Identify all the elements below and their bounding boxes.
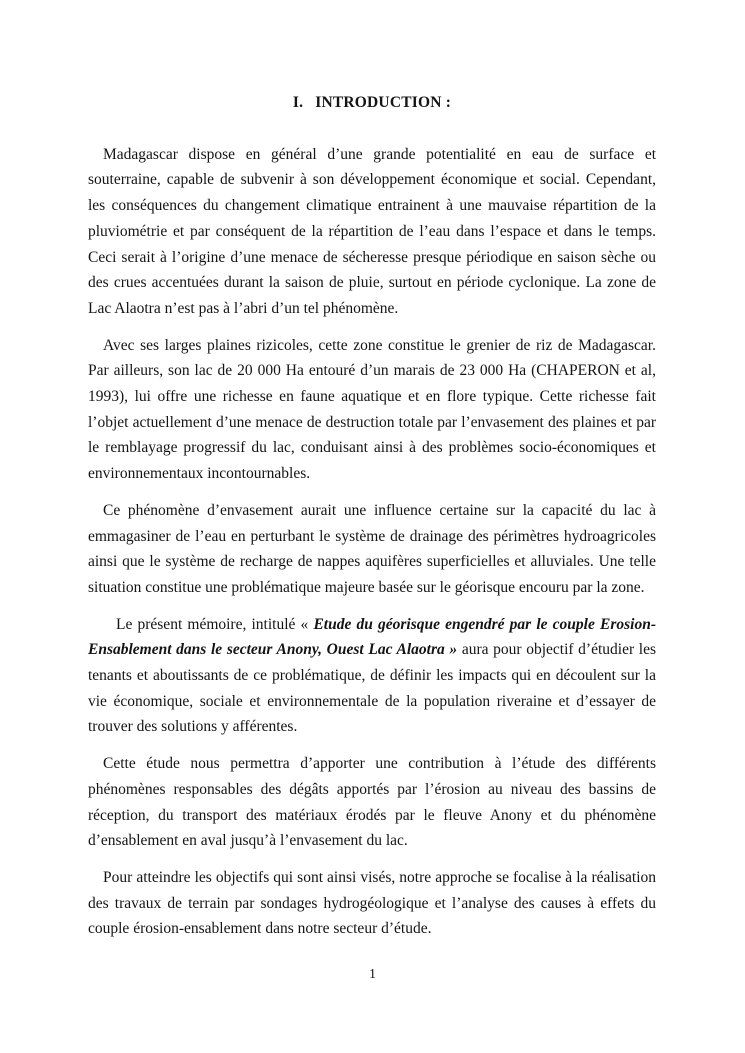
paragraph-contribution-etude: Cette étude nous permettra d’apporter une contribution à l’étude des différents phénomènes responsables des dégâts apportés par l’érosion au niveau des bassins de réception, du transport des matériaux érodés par le fleuve Anony et du phénomène d’ensablement en aval jusqu’à l’envasement du lac.	[88, 755, 656, 850]
page-number: 1	[369, 967, 376, 982]
section-heading	[88, 90, 656, 116]
heading-title-text: INTRODUCTION :	[315, 94, 452, 111]
heading-number: I.	[292, 94, 304, 111]
memoir-title-emphasis: Etude du géorisque engendré par le couple Erosion-Ensablement dans le secteur Anony, Ouest Lac Alaotra »	[88, 615, 656, 659]
memoir-objective-text: aura pour objectif d’étudier les tenants et aboutissants de ce problématique, de définir les impacts qui en découlent sur la vie économique, sociale et environnementale de la population riveraine et d’essayer de trouver des solutions y afférentes.	[88, 641, 656, 736]
paragraph-madagascar-potentialite: Madagascar dispose en général d’une grande potentialité en eau de surface et souterraine, capable de subvenir à son développement économique et social. Cependant, les conséquences du changement climatique entrainent à une mauvaise répartition de la pluviométrie et par conséquent de la répartition de l’eau dans l’espace et dans le temps. Ceci serait à l’origine d’une menace de sécheresse presque périodique en saison sèche ou des crues accentuées durant la saison de pluie, surtout en période cyclonique. La zone de Lac Alaotra n’est pas à l’abri d’un tel phénomène.	[88, 145, 656, 317]
memoir-intro-text: Le présent mémoire, intitulé «	[116, 615, 314, 633]
paragraph-plaines-rizicoles: Avec ses larges plaines rizicoles, cette zone constitue le grenier de riz de Madagascar. Par ailleurs, son lac de 20 000 Ha entouré d’un marais de 23 000 Ha (CHAPERON et al, 1993), lui offre une richesse en faune aquatique et en flore typique. Cette richesse fait l’objet actuellement d’une menace de destruction totale par l’envasement des plaines et par le remblayage progressif du lac, conduisant ainsi à des problèmes socio-économiques et environnementaux incontournables.	[88, 336, 656, 483]
paragraph-phenomene-envasement: Ce phénomène d’envasement aurait une influence certaine sur la capacité du lac à emmagasiner de l’eau en perturbant le système de drainage des périmètres hydroagricoles ainsi que le système de recharge de nappes aquifères superficielles et alluviales. Une telle situation constitue une problématique majeure basée sur le géorisque encouru par la zone.	[88, 501, 656, 596]
paragraph-approche-objectifs: Pour atteindre les objectifs qui sont ainsi visés, notre approche se focalise à la réalisation des travaux de terrain par sondages hydrogéologique et l’analyse des causes à effets du couple érosion-ensablement dans notre secteur d’étude.	[88, 868, 656, 938]
page-footer	[0, 964, 745, 986]
paragraph-present-memoire	[88, 612, 656, 741]
